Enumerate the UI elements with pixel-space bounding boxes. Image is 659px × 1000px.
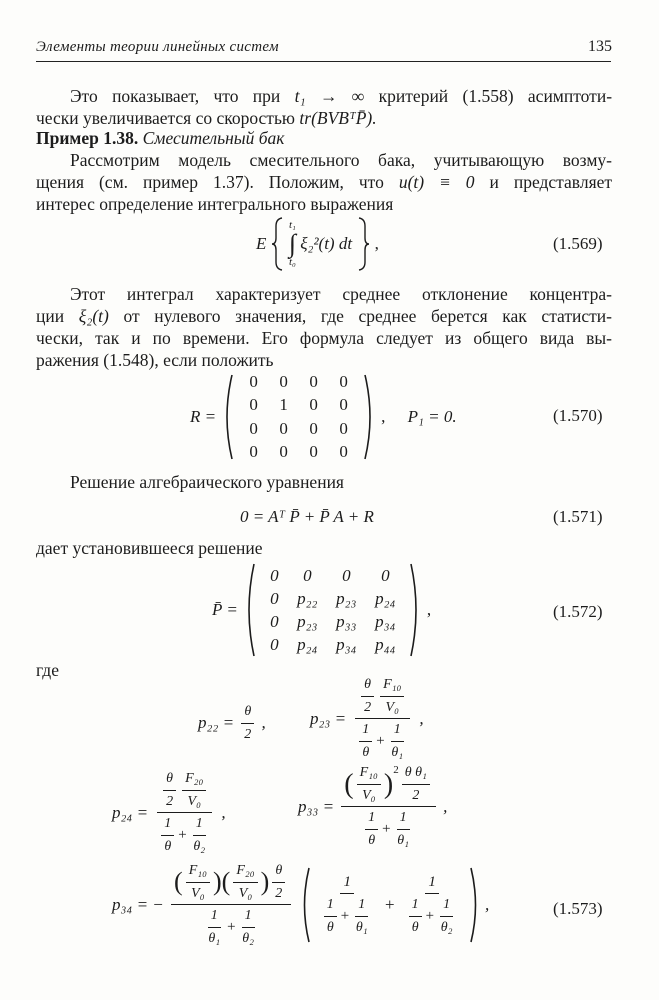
fraction: $\frac{\theta}{2}$ [241,703,254,743]
paragraph-2-line-2: щения (см. пример 1.37). Положим, что u(t) ≡ 0 и представляет [36,172,613,192]
paragraph-3-line-1: Этот интеграл характеризует среднее отклонение концентра- [70,284,612,304]
matrix-cell: p₃₄ [375,612,396,631]
fraction: 1 $\frac{1}{\theta}$ + $\frac{1}{\text{θ₁}}$ [318,873,377,937]
formula-p24: p₂₄ = $\frac{\theta}{2}$ $\frac{\text{F₂₀}}{\text{V₀}}$ $\frac{1}{\theta}$ + $\frac{1}{\text{θ₂}}$ , [112,771,226,854]
equation-1569: E t₁ ∫ t₀ ξ₂²(t) dt , [256,216,379,272]
matrix-cell: 0 [309,372,318,391]
paragraph-3-line-3: чески, так и по времени. Его формула следует из общего вида вы- [36,328,612,348]
matrix-cell: 0 [279,418,288,438]
integral-sign: t₁ ∫ t₀ [288,219,297,268]
matrix-R [239,370,359,463]
matrix-cell: 0 [309,441,318,461]
matrix-cell: 0 [270,588,279,608]
left-paren [299,866,311,944]
fraction: $\frac{\theta}{2}$ $\frac{\text{F₁₀}}{\text{V₀}}$ $\frac{1}{\theta}$ + $\frac{1}{\text{θ₁}}$ [353,676,412,761]
matrix-cell: 0 [339,441,348,461]
paragraph-6: где [36,660,59,680]
formula-p23: p₂₃ = $\frac{\theta}{2}$ $\frac{\text{F₁₀}}{\text{V₀}}$ $\frac{1}{\theta}$ + $\frac{1}{\text{θ₁}}$ , [310,677,424,760]
paragraph-1-line-1: Это показывает, что при t₁ → ∞ критерий (1.558) асимптоти- [70,86,613,106]
matrix-cell: 0 [249,395,258,415]
paragraph-4: Решение алгебраического уравнения [70,472,344,492]
fraction: 1 $\frac{1}{\theta}$ + $\frac{1}{\text{θ₂}}$ [403,873,462,937]
matrix-cell: p₃₃ [336,612,357,631]
header-rule [36,61,611,62]
equation-number-1572: (1.572) [553,602,603,621]
page-number: 135 [588,38,612,55]
matrix-cell: p₂₄ [297,635,318,655]
matrix-cell: p₄₄ [375,635,396,655]
matrix-cell: p₃₄ [336,635,357,655]
fraction: $\frac{\theta}{2}$ $\frac{\text{F₂₀}}{\text{V₀}}$ $\frac{1}{\theta}$ + $\frac{1}{\text{θ₂}}$ [155,770,214,855]
matrix-cell: 0 [309,418,318,438]
matrix-cell: 0 [270,612,279,631]
formula-p22: p₂₂ = $\frac{\theta}{2}$ , [198,704,266,742]
matrix-cell: 0 [381,565,390,585]
left-brace [271,216,285,272]
paragraph-2-line-3: интерес определение интегрального выражения [36,194,394,214]
matrix-cell: p₂₂ [297,588,318,608]
right-paren [363,373,377,461]
running-title: Элементы теории линейных систем [36,39,279,55]
matrix-cell: 1 [279,395,288,415]
matrix-P [260,564,404,657]
equation-number-1571: (1.571) [553,507,603,526]
fraction: ( $\frac{\text{F₁₀}}{\text{V₀}}$ ) $^2$ $\frac{\text{θ θ₁}}{2}$ $\frac{1}{\theta}$ + $\frac{1}{\text{θ₁}}$ [341,764,436,849]
matrix-cell: 0 [279,441,288,461]
paragraph-1-line-2: чески увеличивается со скоростью tr(BVBᵀP̄). [36,108,377,128]
right-brace [356,216,370,272]
left-paren [242,562,256,658]
matrix-cell: 0 [249,441,258,461]
equation-number-1570: (1.570) [553,406,603,425]
matrix-cell: 0 [339,418,348,438]
matrix-cell: 0 [279,372,288,391]
matrix-cell: 0 [309,395,318,415]
matrix-cell: 0 [339,372,348,391]
paragraph-3-line-4: ражения (1.548), если положить [36,350,274,370]
right-paren [469,866,481,944]
paragraph-3-line-2: ции ξ₂(t) от нулевого значения, где среднее берется как статисти- [36,306,612,326]
formula-p33: p₃₃ = ( $\frac{\text{F₁₀}}{\text{V₀}}$ ) $^2$ $\frac{\text{θ θ₁}}{2}$ $\frac{1}{\theta}$ + $\frac{1}{\text{θ₁}}$ , [298,764,448,848]
matrix-cell: 0 [249,372,258,391]
equation-1570: R = 0 0 0 0 0 1 0 0 0 0 0 0 0 0 0 0 , P₁ = 0. [190,370,457,463]
left-paren [220,373,234,461]
equation-1572: P̄ = 0 0 0 0 0 p₂₂ p₂₃ p₂₄ 0 p₂₃ p₃₃ p₃₄ 0 p₂₄ p₃₄ p₄₄ , [212,562,431,658]
matrix-cell: 0 [270,565,279,585]
matrix-cell: p₂₃ [297,612,318,631]
example-heading: Пример 1.38. Смесительный бак [36,128,285,148]
matrix-cell: p₂₄ [375,588,396,608]
matrix-cell: 0 [303,565,312,585]
matrix-cell: 0 [249,418,258,438]
formula-p34: p₃₄ = − ( $\frac{\text{F₁₀}}{\text{V₀}}$ )( $\frac{\text{F₂₀}}{\text{V₀}}$ ) $\frac{\theta}{2}$ $\frac{1}{\text{θ₁}}$ + $\frac{1}{\text{θ₂}}$ 1 $\frac{1}{\theta}$ + $\frac{1}{\text{θ₁}}$ + 1 $\frac{1}{\theta}$ + $\frac{1}{\text{θ₂}}$ , [112,863,490,946]
fraction: ( $\frac{\text{F₁₀}}{\text{V₀}}$ )( $\frac{\text{F₂₀}}{\text{V₀}}$ ) $\frac{\theta}{2}$ $\frac{1}{\text{θ₁}}$ + $\frac{1}{\text{θ₂}}$ [171,862,291,947]
equation-1571: 0 = Aᵀ P̄ + P̄ A + R [240,507,374,526]
paragraph-5: дает установившееся решение [36,538,263,558]
equation-number-1573: (1.573) [553,899,603,918]
right-paren [409,562,423,658]
matrix-cell: p₂₃ [336,588,357,608]
paragraph-2-line-1: Рассмотрим модель смесительного бака, учитывающую возму- [70,150,612,170]
matrix-cell: 0 [339,395,348,415]
equation-number-1569: (1.569) [553,234,603,253]
matrix-cell: 0 [342,565,351,585]
matrix-cell: 0 [270,635,279,655]
